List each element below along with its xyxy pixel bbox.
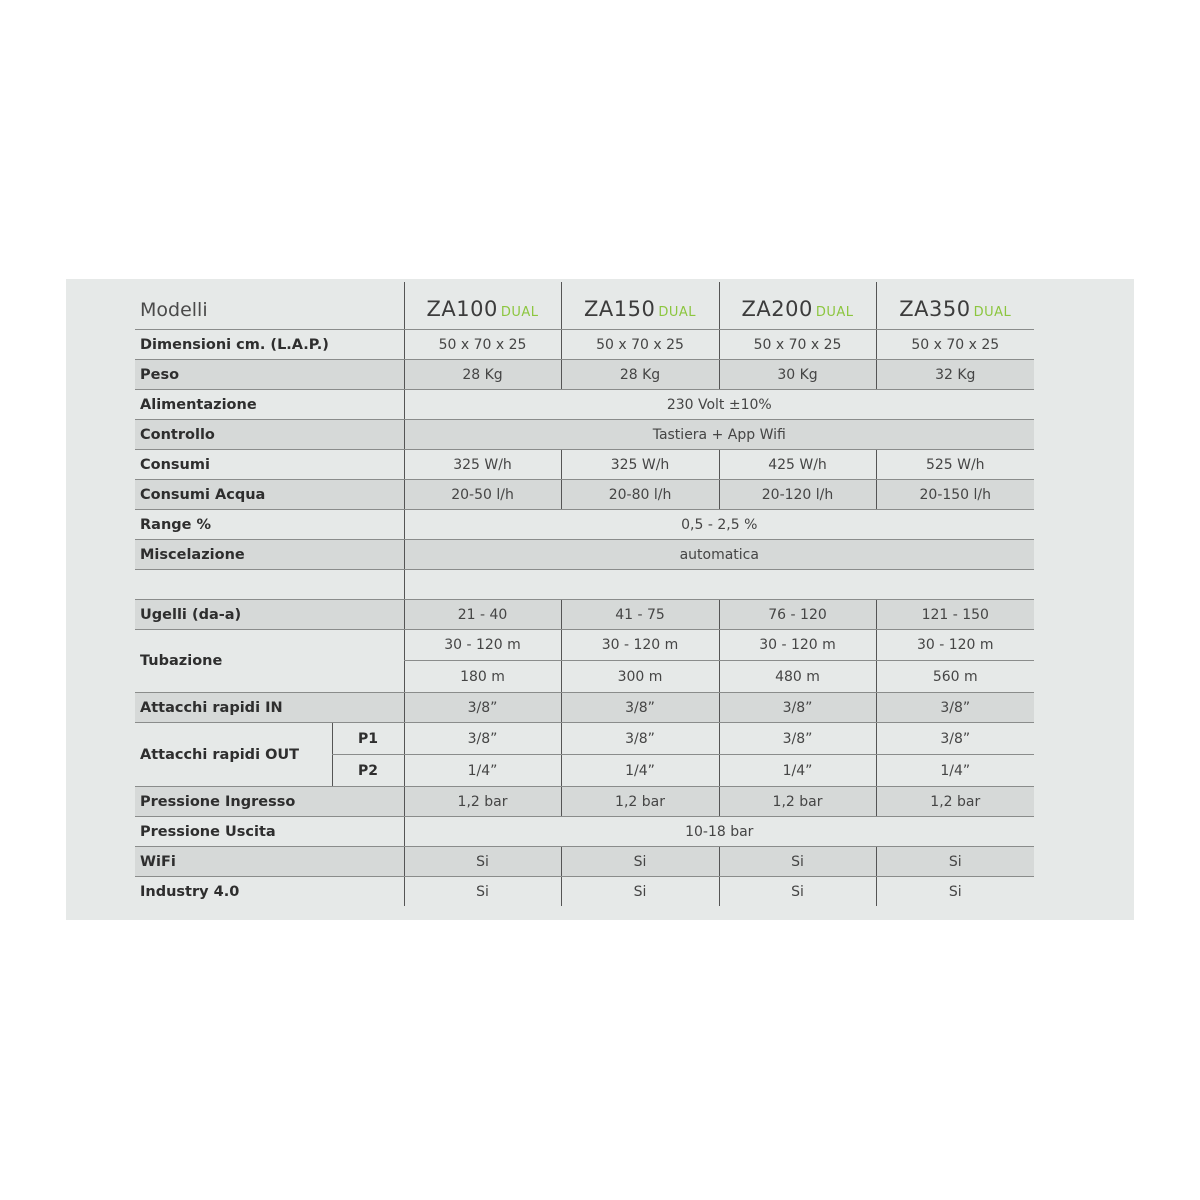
cell: 180 m	[404, 661, 561, 693]
cell: 1,2 bar	[404, 787, 561, 817]
row-consumi	[135, 450, 1034, 480]
cell: 30 - 120 m	[561, 630, 719, 661]
cell: Tastiera + App Wifi	[404, 420, 1034, 450]
sub-label-p2: P2	[332, 755, 404, 787]
row-label: Ugelli (da-a)	[135, 600, 404, 630]
row-label: Peso	[135, 360, 404, 390]
cell: 1/4”	[719, 755, 876, 787]
row-label: Alimentazione	[135, 390, 404, 420]
cell: 20-80 l/h	[561, 480, 719, 510]
row-dimensioni	[135, 330, 1034, 360]
row-label: Attacchi rapidi OUT	[135, 723, 332, 787]
cell: Si	[876, 877, 1034, 907]
header-row	[135, 282, 1034, 330]
cell: 3/8”	[876, 723, 1034, 755]
cell: 41 - 75	[561, 600, 719, 630]
row-pressione-uscita	[135, 817, 1034, 847]
models-header-label: Modelli	[135, 282, 404, 330]
cell: 30 - 120 m	[404, 630, 561, 661]
spacer-cell	[404, 570, 1034, 600]
cell: 30 - 120 m	[719, 630, 876, 661]
row-spacer	[135, 570, 1034, 600]
row-label: WiFi	[135, 847, 404, 877]
cell: 121 - 150	[876, 600, 1034, 630]
row-miscelazione	[135, 540, 1034, 570]
cell: 560 m	[876, 661, 1034, 693]
cell: Si	[404, 877, 561, 907]
row-controllo	[135, 420, 1034, 450]
cell: 20-120 l/h	[719, 480, 876, 510]
cell: 50 x 70 x 25	[561, 330, 719, 360]
cell: 28 Kg	[404, 360, 561, 390]
row-label: Tubazione	[135, 630, 404, 693]
cell: Si	[719, 847, 876, 877]
cell: Si	[719, 877, 876, 907]
row-label: Pressione Uscita	[135, 817, 404, 847]
row-range	[135, 510, 1034, 540]
cell: 20-150 l/h	[876, 480, 1034, 510]
row-ugelli	[135, 600, 1034, 630]
row-label: Miscelazione	[135, 540, 404, 570]
cell: 325 W/h	[404, 450, 561, 480]
cell: 3/8”	[561, 723, 719, 755]
cell: 3/8”	[561, 693, 719, 723]
cell: 1/4”	[876, 755, 1034, 787]
cell: 0,5 - 2,5 %	[404, 510, 1034, 540]
cell: 230 Volt ±10%	[404, 390, 1034, 420]
row-wifi	[135, 847, 1034, 877]
cell: 76 - 120	[719, 600, 876, 630]
cell: Si	[561, 847, 719, 877]
cell: 1/4”	[561, 755, 719, 787]
row-industry	[135, 877, 1034, 907]
cell: 10-18 bar	[404, 817, 1034, 847]
row-alimentazione	[135, 390, 1034, 420]
cell: Si	[876, 847, 1034, 877]
cell: 30 Kg	[719, 360, 876, 390]
spec-table	[135, 282, 1034, 906]
cell: 3/8”	[404, 693, 561, 723]
cell: 28 Kg	[561, 360, 719, 390]
cell: Si	[404, 847, 561, 877]
row-consumi-acqua	[135, 480, 1034, 510]
cell: 1,2 bar	[876, 787, 1034, 817]
row-attacchi-in	[135, 693, 1034, 723]
model-header: ZA150 DUAL	[561, 282, 719, 330]
cell: 1,2 bar	[561, 787, 719, 817]
cell: 480 m	[719, 661, 876, 693]
cell: 32 Kg	[876, 360, 1034, 390]
model-header: ZA100 DUAL	[404, 282, 561, 330]
cell: 50 x 70 x 25	[719, 330, 876, 360]
row-label: Industry 4.0	[140, 883, 240, 900]
row-label: Attacchi rapidi IN	[135, 693, 404, 723]
cell: automatica	[404, 540, 1034, 570]
cell: 3/8”	[404, 723, 561, 755]
row-label: Dimensioni cm. (L.A.P.)	[135, 330, 404, 360]
row-label: Range %	[135, 510, 404, 540]
cell: 50 x 70 x 25	[876, 330, 1034, 360]
row-pressione-ingresso	[135, 787, 1034, 817]
row-peso	[135, 360, 1034, 390]
row-attacchi-out-p1	[135, 723, 1034, 755]
cell: 50 x 70 x 25	[404, 330, 561, 360]
spacer-cell	[135, 570, 404, 600]
row-label: Consumi Acqua	[135, 480, 404, 510]
cell: 3/8”	[719, 693, 876, 723]
row-label: Controllo	[135, 420, 404, 450]
cell: 3/8”	[719, 723, 876, 755]
cell: 3/8”	[876, 693, 1034, 723]
cell: 425 W/h	[719, 450, 876, 480]
sub-label-p1: P1	[332, 723, 404, 755]
cell: 525 W/h	[876, 450, 1034, 480]
row-tubazione-a	[135, 630, 1034, 661]
cell: 20-50 l/h	[404, 480, 561, 510]
row-label: Consumi	[135, 450, 404, 480]
cell: 325 W/h	[561, 450, 719, 480]
cell: 300 m	[561, 661, 719, 693]
row-label: Pressione Ingresso	[135, 787, 404, 817]
model-header: ZA200 DUAL	[719, 282, 876, 330]
cell: 1/4”	[404, 755, 561, 787]
model-header: ZA350 DUAL	[876, 282, 1034, 330]
cell: Si	[561, 877, 719, 907]
cell: 1,2 bar	[719, 787, 876, 817]
cell: 21 - 40	[404, 600, 561, 630]
cell: 30 - 120 m	[876, 630, 1034, 661]
